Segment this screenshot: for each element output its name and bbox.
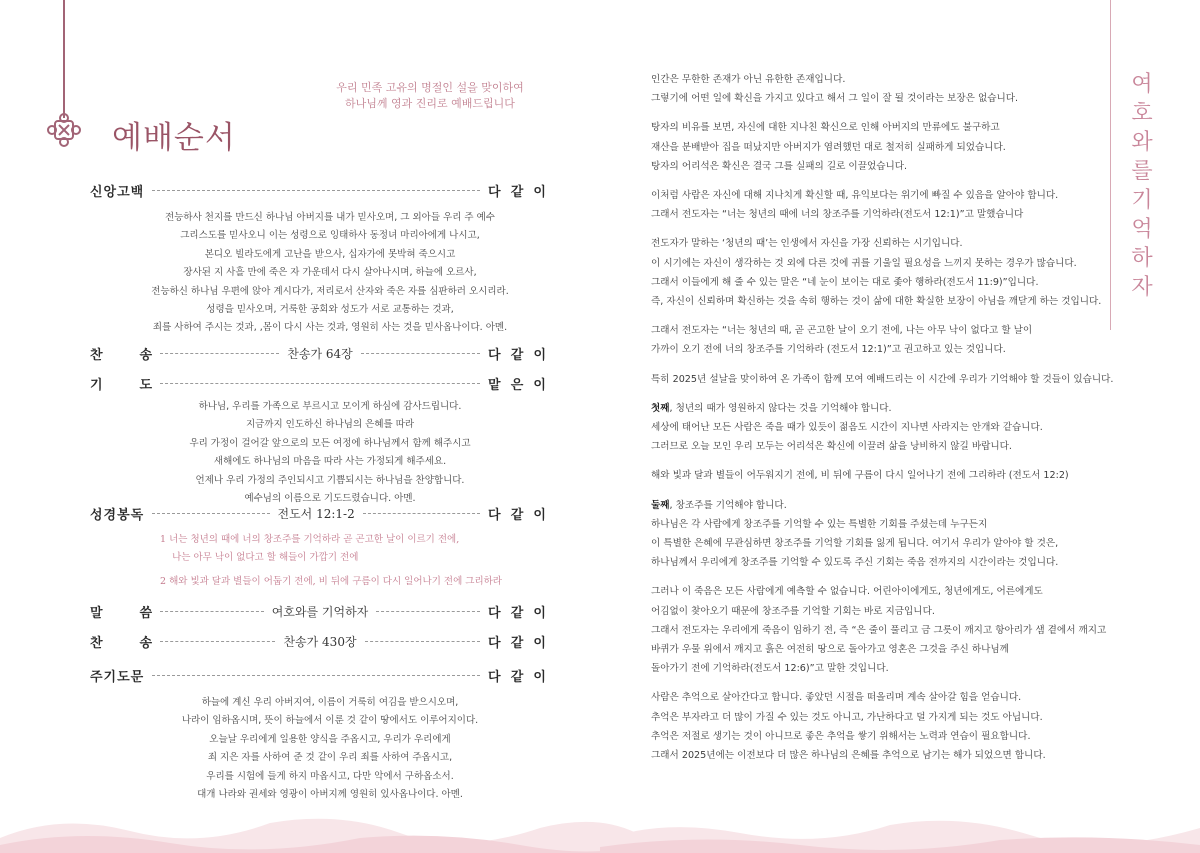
text-line: 우리를 시험에 들게 하지 마옵시고, 다만 악에서 구하옵소서. [206,770,454,782]
text-line: 지금까지 인도하신 하나님의 은혜를 따라 [245,419,415,431]
verse-line: 2 해와 빛과 달과 별들이 어둡기 전에, 비 뒤에 구름이 다시 일어나기 전에 그리하라 [160,576,502,587]
paragraph-gap [651,678,1121,688]
dashed-leader [152,190,480,191]
dashed-leader [376,611,480,612]
label-char: 도 [139,377,152,393]
sermon-line: 전도자가 말하는 ‘청년의 때’는 인생에서 자신을 가장 신뢰하는 시기입니다. [651,238,963,250]
row-label [90,344,152,363]
row-detail: 찬송가 64장 [287,346,353,361]
text-line: 그리스도를 믿사오니 이는 성령으로 잉태하사 동정녀 마리아에게 나시고, [180,230,480,242]
sermon-line: 즉, 자신이 신뢰하며 확신하는 것을 속히 행하는 것이 삶에 대한 확실한 보장이 아님을 깨닫게 하는 것입니다. [651,296,1102,308]
sermon-line-rest: , 창조주를 기억해야 합니다. [669,499,787,511]
text-line: 전능하사 천지를 만드신 하나님 아버지를 내가 믿사오며, 그 외아들 우리 주 예수 [165,212,495,223]
dashed-leader [152,513,269,514]
sermon-line: 이처럼 사람은 자신에 대해 지나치게 확신할 때, 유익보다는 위기에 빠질 수 있음을 알아야 합니다. [651,190,1059,202]
performer-text: 맡 은 이 [488,377,546,393]
text-line: 나라이 임하옵시며, 뜻이 하늘에서 이룬 것 같이 땅에서도 이루어지이다. [181,715,479,727]
paragraph-gap [651,456,1121,466]
performer-text: 다 같 이 [488,507,546,523]
sermon-line: 어김없이 찾아오기 때문에 창조주를 기억할 기회는 바로 지금입니다. [651,605,935,617]
sermon-line: 이 특별한 은혜에 무관심하면 창조주를 기억할 기회를 잃게 됩니다. 여기서 우리가 알아야 할 것은, [651,538,1059,550]
dashed-leader [160,611,264,612]
sermon-line: 그래서 전도자는 “너는 청년의 때, 곧 곤고한 날이 오기 전에, 나는 아무 낙이 없다고 할 날이 [651,325,1033,337]
text-line: 대개 나라와 권세와 영광이 아버지께 영원히 있사옵나이다. 아멘. [197,789,463,801]
row-performer [488,632,546,651]
side-title-char: 기 [1131,188,1153,213]
dashed-leader [160,641,275,642]
sermon-line: 돌아가기 전에 기억하라(전도서 12:6)”고 말한 것입니다. [651,663,889,675]
row-detail: 전도서 12:1-2 [277,506,355,521]
intro-line: 우리 민족 고유의 명절인 설을 맞이하여 [336,81,524,94]
paragraph-gap [651,224,1121,234]
sermon-line [651,496,1121,515]
sermon-line: 가까이 오기 전에 너의 창조주를 기억하라 (전도서 12:1)”고 권고하고 있는 것입니다. [651,344,1006,356]
sermon-paragraph [651,186,1121,224]
paragraph-gap [651,486,1121,496]
label-char: 송 [139,347,152,363]
text-line: 죄 지은 자를 사하여 준 것 같이 우리 죄를 사하여 주옵시고, [207,752,453,764]
text-line: 죄를 사하여 주시는 것과, ,몸이 다시 사는 것과, 영원히 사는 것을 믿사옵나이다. 아멘. [152,322,508,334]
sermon-line: 그래서 2025년에는 이전보다 더 많은 하나님의 은혜를 추억으로 남기는 해가 되었으면 합니다. [651,750,1046,762]
verse-line: 1 너는 청년의 때에 너의 창조주를 기억하라 곧 곤고한 날이 이르기 전에, [160,534,460,545]
page-title: 예배순서 [112,120,236,156]
dashed-leader [361,353,480,354]
paragraph-gap [651,389,1121,399]
paragraph-gap [651,311,1121,321]
text-line: 장사된 지 사흘 만에 죽은 자 가운데서 다시 살아나시며, 하늘에 오르사, [183,267,477,279]
side-title-char: 여 [1131,72,1153,97]
emphasis-word: 첫째 [651,402,670,414]
label-char: 찬 [90,635,103,651]
label-char: 기 [90,377,103,393]
label-char: 씀 [139,605,152,621]
dashed-leader [160,383,480,384]
sermon-line-rest: , 청년의 때가 영원하지 않다는 것을 기억해야 합니다. [669,402,892,414]
text-line: 우리 가정이 걸어갈 앞으로의 모든 여정에 하나님께서 함께 해주시고 [189,437,471,449]
vertical-side-title [1127,70,1157,302]
sermon-line: 인간은 무한한 존재가 아닌 유한한 존재입니다. [651,74,846,85]
side-title-char: 와 [1131,130,1153,155]
intro-text [300,80,560,112]
sermon-paragraph [651,496,1121,573]
row-performer [488,374,546,393]
text-line: 전능하신 하나님 우편에 앉아 계시다가, 저리로서 산자와 죽은 자를 심판하러 오시리라. [151,285,509,297]
row-performer [488,666,546,685]
sermon-line: 그러나 이 죽음은 모든 사람에게 예측할 수 없습니다. 어린아이에게도, 청년에게도, 어른에게도 [651,586,1043,598]
performer-text: 다 같 이 [488,669,546,685]
side-title-char: 자 [1131,275,1153,300]
sermon-line: 세상에 태어난 모든 사람은 죽을 때가 있듯이 젊음도 시간이 지나면 사라지는 안개와 같습니다. [651,422,1043,434]
sermon-line: 탕자의 비유를 보면, 자신에 대한 지나친 확신으로 인해 아버지의 만류에도 불구하고 [651,122,1000,134]
text-line: 오늘날 우리에게 일용한 양식을 주옵시고, 우리가 우리에게 [209,733,451,745]
scripture-verses [160,531,502,591]
sermon-line: 바퀴가 우물 위에서 깨지고 흙은 여전히 땅으로 돌아가고 영혼은 그것을 주신 하나님께 [651,644,1009,656]
label-char: 말 [90,605,103,621]
sermon-body [651,70,1121,765]
sermon-paragraph [651,234,1121,311]
row-label [90,632,152,651]
order-row-reading [90,503,546,523]
paragraph-gap [651,108,1121,118]
dashed-leader [152,675,480,676]
sermon-line: 그래서 이들에게 해 줄 수 있는 말은 “네 눈이 보이는 대로 좇아 행하라(전도서 11:9)”입니다. [651,276,1039,288]
dashed-leader [160,353,279,354]
sermon-line: 그러므로 오늘 모인 우리 모두는 어리석은 확신에 이끌려 삶을 낭비하지 않길 바랍니다. [651,441,1012,453]
row-label: 주기도문 [90,669,145,685]
creed-text [110,209,550,338]
row-performer [488,344,546,363]
row-label: 성경봉독 [90,507,145,523]
row-label [90,374,152,393]
text-line: 예수님의 이름으로 기도드렸습니다. 아멘. [244,493,416,505]
sermon-paragraph [651,582,1121,678]
sermon-line: 이 시기에는 자신이 생각하는 것 외에 다른 것에 귀를 기울일 필요성을 느끼지 못하는 경우가 많습니다. [651,257,1077,269]
sermon-line: 그래서 전도자는 “너는 청년의 때에 너의 창조주를 기억하라(전도서 12:1)”고 말했습니다 [651,209,1024,221]
sermon-paragraph [651,118,1121,176]
side-title-char: 하 [1131,246,1153,271]
sermon-paragraph [651,70,1121,108]
sermon-line: 하나님께서 우리에게 창조주를 기억할 수 있도록 주신 기회는 죽음 전까지의 시간이라는 것입니다. [651,557,1059,569]
row-performer [488,602,546,621]
sermon-line: 재산을 분배받아 집을 떠났지만 아버지가 염려했던 대로 철저히 실패하게 되었습니다. [651,141,1006,153]
text-line: 본디오 빌라도에게 고난을 받으사, 십자가에 못박혀 죽으시고 [204,248,456,260]
dashed-leader [363,513,480,514]
text-line: 언제나 우리 가정의 주인되시고 기쁨되시는 하나님을 찬양합니다. [195,474,465,486]
side-title-char: 호 [1131,101,1153,126]
text-line: 새해에도 하나님의 마음을 따라 사는 가정되게 해주세요. [213,456,447,468]
dashed-leader [365,641,480,642]
paragraph-gap [651,572,1121,582]
sermon-line [651,399,1121,418]
knot-cord-decoration [63,0,65,118]
intro-line: 하나님께 영과 진리로 예배드립니다 [345,97,515,110]
sermon-paragraph [651,466,1121,485]
label-char: 송 [139,635,152,651]
wave-footer-decoration [0,783,1200,853]
sermon-line: 하나님은 각 사람에게 창조주를 기억할 수 있는 특별한 기회를 주셨는데 누구든지 [651,518,988,530]
paragraph-gap [651,176,1121,186]
order-row-hymn2 [90,631,546,651]
sermon-line: 추억은 부자라고 더 많이 가질 수 있는 것도 아니고, 가난하다고 덜 가지게 되는 것도 아닙니다. [651,711,1043,723]
sermon-paragraph [651,370,1121,389]
sermon-line: 탕자의 어리석은 확신은 결국 그를 실패의 길로 이끌었습니다. [651,160,908,172]
emphasis-word: 둘째 [651,499,670,511]
sermon-line: 해와 빛과 달과 별들이 어두워지기 전에, 비 뒤에 구름이 다시 일어나기 전에 그리하라 (전도서 12:2) [651,470,1069,482]
order-row-hymn1 [90,343,546,363]
performer-text: 다 같 이 [488,347,547,363]
sermon-line: 추억은 저절로 생기는 것이 아니므로 좋은 추억을 쌓기 위해서는 노력과 연습이 필요합니다. [651,730,1031,742]
row-performer [488,504,546,523]
sermon-paragraph [651,321,1121,359]
order-row-sermon [90,601,546,621]
sermon-line: 그래서 전도자는 우리에게 죽음이 임하기 전, 즉 “은 줄이 풀리고 금 그릇이 깨지고 항아리가 샘 곁에서 깨지고 [651,624,1107,636]
order-row-lords-prayer [90,665,546,685]
text-line: 성령을 믿사오며, 거룩한 공회와 성도가 서로 교통하는 것과, [206,304,454,316]
row-detail: 찬송가 430장 [283,634,357,649]
label-char: 찬 [90,347,103,363]
sermon-line: 사람은 추억으로 살아간다고 합니다. 좋았던 시절을 떠올리며 계속 살아갈 힘을 얻습니다. [651,692,1022,704]
verse-line: 나는 아무 낙이 없다고 할 해들이 가깝기 전에 [160,552,359,563]
performer-text: 다 같 이 [488,184,546,200]
performer-text: 다 같 이 [488,635,546,651]
text-line: 하나님, 우리를 가족으로 부르시고 모이게 하심에 감사드립니다. [198,401,462,412]
side-title-char: 억 [1131,217,1153,242]
paragraph-gap [651,360,1121,370]
row-performer [488,181,546,200]
prayer-text [110,398,550,508]
sermon-line: 그렇기에 어떤 일에 확신을 가지고 있다고 해서 그 일이 잘 될 것이라는 보장은 없습니다. [651,93,1019,105]
sermon-line: 특히 2025년 설날을 맞이하여 온 가족이 함께 모여 예배드리는 이 시간에 우리가 기억해야 할 것들이 있습니다. [651,373,1114,385]
row-label: 신앙고백 [90,184,145,200]
text-line: 하늘에 계신 우리 아버지여, 이름이 거룩히 여김을 받으시오며, [201,697,459,708]
order-row-prayer [90,373,546,393]
order-row-creed [90,180,546,200]
korean-knot-icon [46,112,82,148]
side-title-char: 를 [1131,159,1153,184]
performer-text: 다 같 이 [488,605,546,621]
sermon-paragraph [651,399,1121,457]
sermon-paragraph [651,688,1121,765]
row-detail: 여호와를 기억하자 [271,604,369,619]
row-label [90,602,152,621]
